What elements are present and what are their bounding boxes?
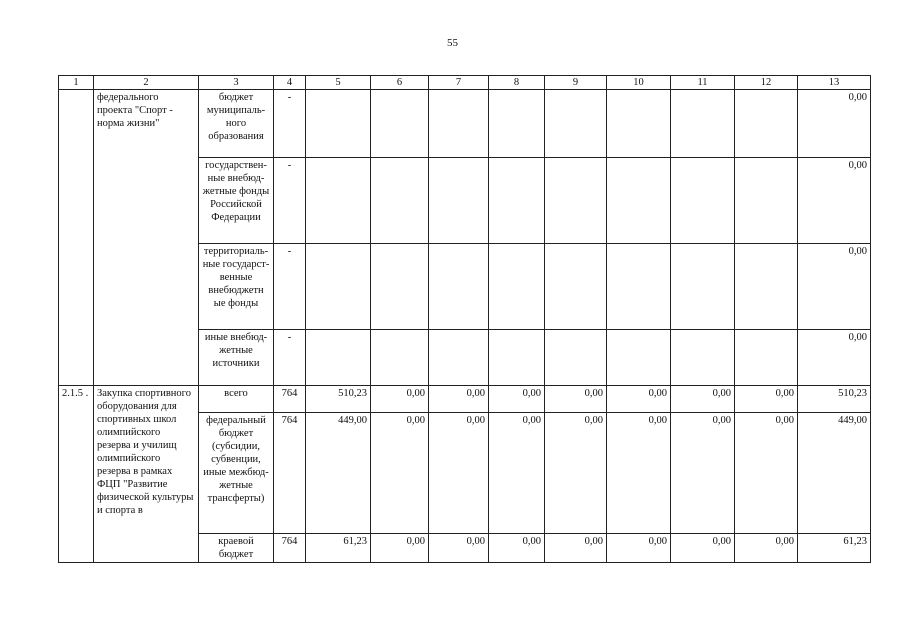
table-cell: 764 — [274, 386, 306, 413]
table-cell — [735, 158, 798, 244]
column-header: 6 — [371, 76, 429, 90]
funding-source: краевой бюджет — [199, 534, 274, 563]
table-cell: 0,00 — [671, 386, 735, 413]
total-cell: 449,00 — [798, 413, 871, 534]
table-cell: - — [274, 330, 306, 386]
column-header: 13 — [798, 76, 871, 90]
table-cell — [545, 158, 607, 244]
funding-source: федеральный бюджет (субсидии, субвенции, иные межбюд-жетные трансферты) — [199, 413, 274, 534]
table-cell: 0,00 — [607, 413, 671, 534]
table-cell: 0,00 — [671, 413, 735, 534]
activity-name: федерального проекта "Спорт - норма жизни" — [94, 90, 199, 386]
table-cell — [371, 158, 429, 244]
table-cell: 0,00 — [371, 534, 429, 563]
table-cell: 0,00 — [429, 386, 489, 413]
table-cell — [671, 244, 735, 330]
column-header: 11 — [671, 76, 735, 90]
table-cell — [489, 330, 545, 386]
table-cell — [489, 90, 545, 158]
table-cell: 0,00 — [671, 534, 735, 563]
table-cell — [306, 330, 371, 386]
table-cell — [735, 90, 798, 158]
table-cell — [371, 90, 429, 158]
table-cell — [671, 158, 735, 244]
table-cell — [371, 244, 429, 330]
funding-source: иные внебюд-жетные источники — [199, 330, 274, 386]
column-header: 7 — [429, 76, 489, 90]
table-cell — [489, 158, 545, 244]
table-cell — [429, 330, 489, 386]
table-cell: 0,00 — [429, 413, 489, 534]
table-cell: 0,00 — [371, 386, 429, 413]
column-header: 3 — [199, 76, 274, 90]
table-cell: 0,00 — [735, 386, 798, 413]
total-cell: 61,23 — [798, 534, 871, 563]
table-cell: 0,00 — [607, 386, 671, 413]
table-cell — [545, 244, 607, 330]
column-header: 10 — [607, 76, 671, 90]
row-number — [59, 90, 94, 386]
table-cell: 0,00 — [371, 413, 429, 534]
funding-source: территориаль-ные государст-венные внебюджетн ые фонды — [199, 244, 274, 330]
table-cell: 764 — [274, 413, 306, 534]
budget-table — [58, 75, 871, 563]
table-cell — [607, 244, 671, 330]
total-cell: 0,00 — [798, 90, 871, 158]
table-cell — [545, 90, 607, 158]
total-cell: 510,23 — [798, 386, 871, 413]
table-cell: 0,00 — [545, 534, 607, 563]
column-header: 5 — [306, 76, 371, 90]
total-cell: 0,00 — [798, 244, 871, 330]
row-number: 2.1.5 . — [59, 386, 94, 563]
table-cell: 61,23 — [306, 534, 371, 563]
table-cell: 0,00 — [545, 386, 607, 413]
table-row — [59, 90, 871, 158]
funding-source: государствен-ные внебюд-жетные фонды Российской Федерации — [199, 158, 274, 244]
total-cell: 0,00 — [798, 330, 871, 386]
table-cell: 0,00 — [429, 534, 489, 563]
funding-source: бюджет муниципаль-ного образования — [199, 90, 274, 158]
table-cell — [306, 90, 371, 158]
table-cell — [306, 244, 371, 330]
table-cell: 449,00 — [306, 413, 371, 534]
funding-source: всего — [199, 386, 274, 413]
table-cell: 0,00 — [489, 413, 545, 534]
table-cell — [429, 158, 489, 244]
table-cell: 0,00 — [489, 386, 545, 413]
column-header: 4 — [274, 76, 306, 90]
table-cell — [429, 90, 489, 158]
table-row — [59, 386, 871, 413]
table-cell: 0,00 — [735, 413, 798, 534]
table-cell — [607, 90, 671, 158]
table-cell — [429, 244, 489, 330]
table-cell: - — [274, 158, 306, 244]
column-header: 1 — [59, 76, 94, 90]
table-cell: 0,00 — [607, 534, 671, 563]
column-header: 12 — [735, 76, 798, 90]
table-cell: 0,00 — [735, 534, 798, 563]
table-cell — [371, 330, 429, 386]
column-header: 9 — [545, 76, 607, 90]
table-header-row — [59, 76, 871, 90]
table-cell — [735, 330, 798, 386]
column-header: 8 — [489, 76, 545, 90]
column-header: 2 — [94, 76, 199, 90]
table-cell — [545, 330, 607, 386]
table-cell: - — [274, 244, 306, 330]
table-cell — [607, 330, 671, 386]
table-cell — [671, 330, 735, 386]
table-cell — [671, 90, 735, 158]
table-cell: 0,00 — [545, 413, 607, 534]
table-cell — [306, 158, 371, 244]
table-cell: - — [274, 90, 306, 158]
activity-name: Закупка спортивного оборудования для спортивных школ олимпийского резерва и училищ олимпийского резерва в рамках ФЦП "Развитие физической культуры и спорта в — [94, 386, 199, 563]
table-cell — [489, 244, 545, 330]
table-cell — [735, 244, 798, 330]
table-cell: 0,00 — [489, 534, 545, 563]
page-number: 55 — [447, 37, 458, 49]
total-cell: 0,00 — [798, 158, 871, 244]
table-cell — [607, 158, 671, 244]
table-cell: 510,23 — [306, 386, 371, 413]
table-cell: 764 — [274, 534, 306, 563]
